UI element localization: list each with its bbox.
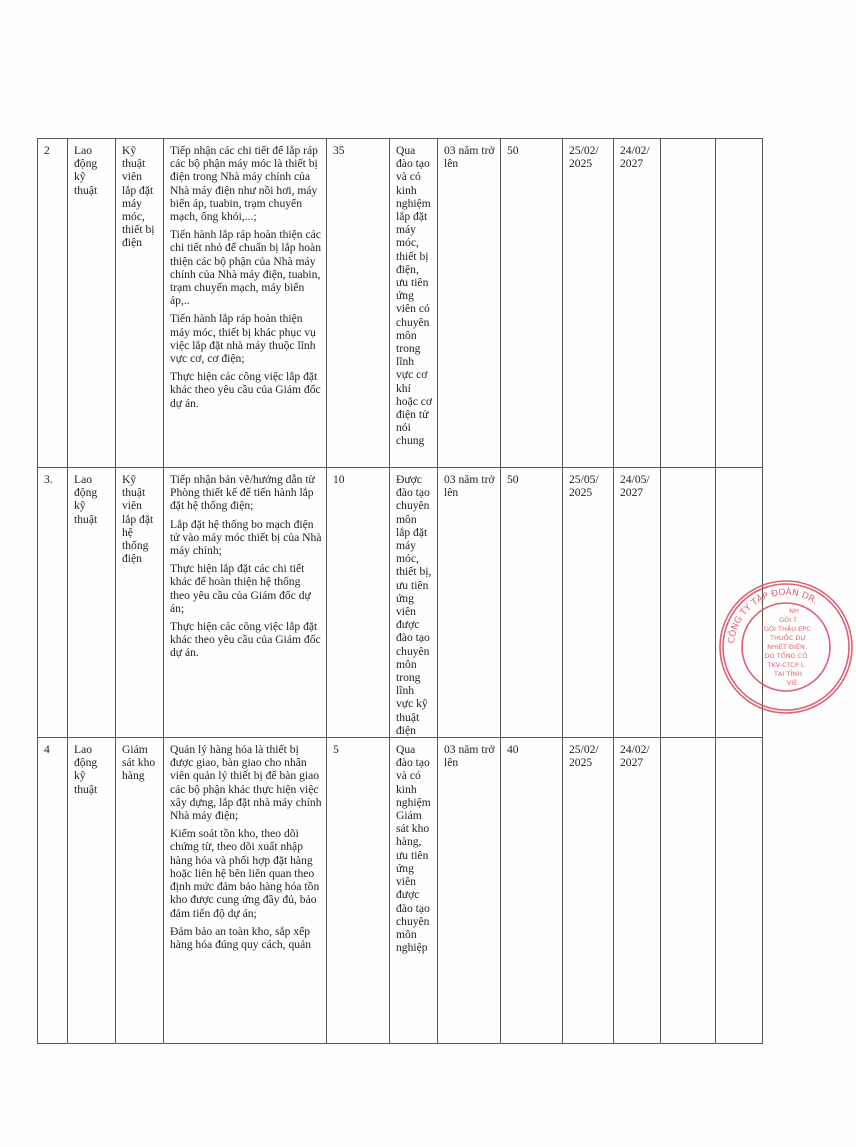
duty-item: Thực hiện các công việc lắp đặt khác theo yêu cầu của Giám đốc dự án.	[170, 620, 321, 660]
quantity-cell: 35	[327, 139, 390, 468]
empty-cell	[716, 139, 763, 468]
seal-line: NHIỆT ĐIỆN	[767, 643, 805, 651]
group-cell: Lao động kỹ thuật	[68, 139, 116, 468]
empty-cell	[661, 738, 716, 1044]
stt-cell: 2	[38, 139, 68, 468]
duty-item: Đảm bảo an toàn kho, sắp xếp hàng hóa đúng quy cách, quản	[170, 924, 312, 951]
table-row	[38, 738, 763, 1044]
start-date-cell: 25/05/ 2025	[563, 468, 614, 738]
duties-cell	[164, 738, 327, 1044]
position-cell: Giám sát kho hàng	[116, 738, 164, 1044]
age-cell: 40	[501, 738, 563, 1044]
duty-item: Thực hiện lắp đặt các chi tiết khác để hoàn thiện hệ thống theo yêu cầu của Giám đốc dự án;	[170, 562, 311, 615]
start-date-cell: 25/02/ 2025	[563, 738, 614, 1044]
position-cell: Kỹ thuật viên lắp đặt hệ thống điện	[116, 468, 164, 738]
experience-cell: 03 năm trở lên	[438, 468, 501, 738]
table-row	[38, 468, 763, 738]
duties-cell	[164, 468, 327, 738]
duty-item: Thực hiện các công việc lắp đặt khác theo yêu cầu của Giám đốc dự án.	[170, 370, 321, 410]
stt-cell: 3.	[38, 468, 68, 738]
seal-line: TKV-CTCP L	[767, 661, 805, 669]
group-cell: Lao động kỹ thuật	[68, 738, 116, 1044]
end-date-cell: 24/05/ 2027	[614, 468, 661, 738]
empty-cell	[661, 468, 716, 738]
qualification-cell: Được đào tạo chuyên môn lắp đặt máy móc, thiết bị, ưu tiên ứng viên được đào tạo chuyên môn trong lĩnh vực kỹ thuật điện	[390, 468, 438, 738]
end-date-cell: 24/02/ 2027	[614, 738, 661, 1044]
qualification-cell: Qua đào tạo và có kinh nghiệm Giám sát kho hàng, ưu tiên ứng viên được đào tạo chuyên môn nghiệp	[390, 738, 438, 1044]
experience-cell: 03 năm trở lên	[438, 738, 501, 1044]
quantity-cell: 5	[327, 738, 390, 1044]
duty-item: Tiếp nhận bản vẽ/hướng dẫn từ Phòng thiết kế để tiến hành lắp đặt hệ thống điện;	[170, 473, 315, 513]
seal-line: NH	[789, 607, 799, 615]
seal-line: TẠI TỈNH	[773, 670, 803, 678]
empty-cell	[716, 738, 763, 1044]
seal-line: VIỆ	[786, 679, 798, 687]
company-seal-stamp	[716, 577, 856, 717]
experience-cell: 03 năm trở lên	[438, 139, 501, 468]
empty-cell	[661, 139, 716, 468]
position-cell: Kỹ thuật viên lắp đặt máy móc, thiết bị điện	[116, 139, 164, 468]
seal-line: GÓI T	[778, 616, 798, 624]
seal-line: (GÓI THẦU EPC	[761, 625, 811, 633]
qualification-cell: Qua đào tạo và có kinh nghiệm lắp đặt máy móc, thiết bị điện, ưu tiên ứng viên có chuyên môn trong lĩnh vực cơ khí hoặc cơ điện tử nói chung	[390, 139, 438, 468]
age-cell: 50	[501, 139, 563, 468]
duty-item: Tiếp nhận các chi tiết để lắp ráp các bộ phận máy móc là thiết bị điện trong Nhà máy chính của Nhà máy điện như nồi hơi, máy biến áp, tuabin, trạm chuyển mạch, ống khói,...;	[170, 144, 318, 224]
seal-line: DO TỔNG CÔ	[764, 652, 808, 660]
table-row	[38, 139, 763, 468]
age-cell: 50	[501, 468, 563, 738]
duty-item: Tiến hành lắp ráp hoàn thiện máy móc, thiết bị khác phục vụ việc lắp đặt nhà máy thuộc lĩnh vực cơ, cơ điện;	[170, 312, 316, 366]
start-date-cell: 25/02/ 2025	[563, 139, 614, 468]
stt-cell: 4	[38, 738, 68, 1044]
duties-cell	[164, 139, 327, 468]
end-date-cell: 24/02/ 2027	[614, 139, 661, 468]
duty-item: Lắp đặt hệ thống bo mạch điện tử vào máy móc thiết bị của Nhà máy chính;	[170, 517, 322, 558]
labor-table	[37, 138, 763, 1044]
group-cell: Lao động kỹ thuật	[68, 468, 116, 738]
duty-item: Tiến hành lắp ráp hoàn thiện các chi tiết nhỏ để chuẩn bị lắp hoàn thiện các bộ phận của Nhà máy chính của Nhà máy điện, tuabin, trạm chuyển mạch, máy biến áp,..	[170, 228, 321, 308]
duty-item: Kiểm soát tồn kho, theo dõi chứng từ, theo dõi xuất nhập hàng hóa và phối hợp đặt hàng hoặc liên hệ bên liên quan theo định mức đảm bảo hàng hóa tồn kho được cung ứng đầy đủ, bảo đảm tiến độ dự án;	[170, 827, 320, 920]
quantity-cell: 10	[327, 468, 390, 738]
duty-item: Quản lý hàng hóa là thiết bị được giao, bàn giao cho nhân viên quản lý thiết bị để bàn giao các bộ phận khác thực hiện việc xây dựng, lắp đặt nhà máy chính Nhà máy điện;	[170, 743, 322, 823]
seal-ring-text: CÔNG TY TẬP ĐOÀN DR.	[727, 587, 820, 645]
seal-line: THUỘC DỰ	[770, 634, 806, 642]
